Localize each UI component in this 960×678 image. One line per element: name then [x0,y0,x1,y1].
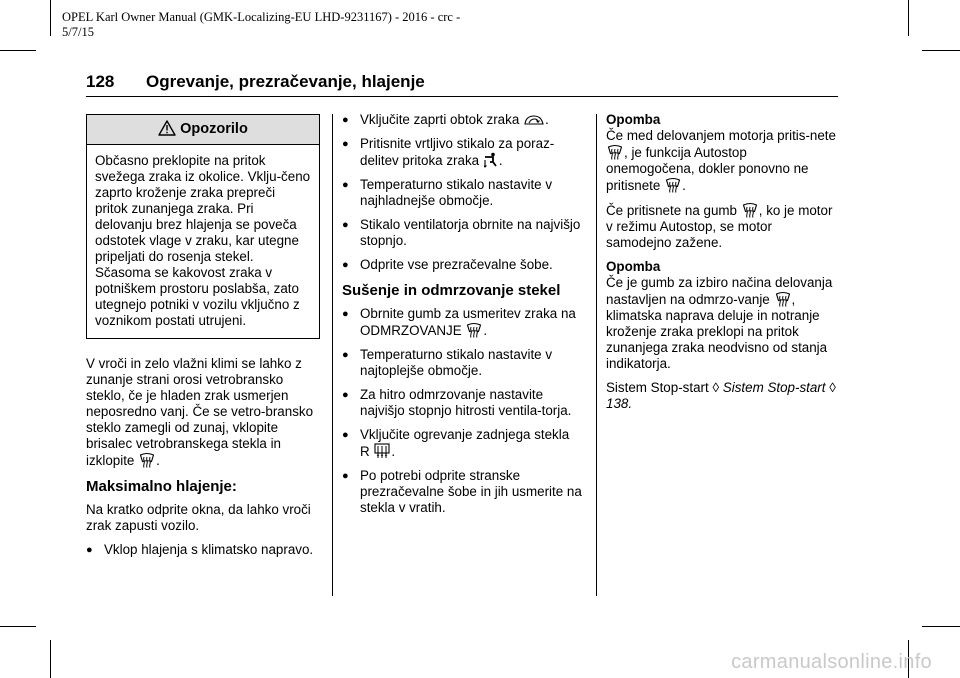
crop-mark [0,50,36,51]
note-text [606,275,838,372]
list-item [342,387,582,419]
crop-mark [50,640,51,678]
crop-mark [0,626,36,627]
column-2 [342,112,582,524]
column-3 [606,112,838,420]
print-header-line1: OPEL Karl Owner Manual (GMK-Localizing-EU LHD-9231167) - 2016 - crc - [62,10,461,24]
paragraph-end: . [156,453,160,468]
list-item-text: Po potrebi odprite stranske prezračevalne šobe in jih usmerite na stekla v vratih. [360,468,582,515]
bullet: ● [342,259,349,271]
list-item [342,306,582,339]
cross-reference-text: Sistem Stop-start [606,380,709,395]
column-1 [86,114,322,566]
crop-mark [50,0,51,36]
list-item-end: . [391,444,396,459]
paragraph-text: , ko je motor v režimu Autostop, se motor samodejno zažene. [606,203,833,250]
bullet: ● [342,308,349,320]
bullet: ● [342,179,349,191]
cross-reference [606,380,838,412]
list-item [342,257,582,273]
list-item-text: Odprite vse prezračevalne šobe. [360,257,553,272]
page-title: Ogrevanje, prezračevanje, hlajenje [146,72,425,91]
reference-arrow-icon: ◊ [829,380,836,395]
watermark: carmanualsonline.info [731,651,932,673]
column-divider [596,114,597,596]
list-item-end: . [545,112,549,127]
print-header [62,10,582,40]
note-text-part: . [682,178,686,193]
note-title: Opomba [606,259,661,274]
note-text-part: , klimatska naprava deluje in notranje kroženje zraka preklopi na pritok zunanjega zraka neodvisno od stanja indikatorja. [606,292,828,371]
list-item-end: . [483,323,488,338]
bullet: ● [342,389,349,401]
warning-title: Opozorilo [180,121,248,137]
list-item [342,347,582,379]
list-item-text: Temperaturno stikalo nastavite v najhladnejše območje. [360,177,553,208]
list-item-text: Vključite ogrevanje zadnjega stekla R [360,427,570,459]
paragraph-text: V vroči in zelo vlažni klimi se lahko z zunanje strani orosi vetrobransko steklo, če je hladen zrak usmerjen neposredno vanj. Če se vetro-bransko steklo zamegli od zunaj, vklopite brisalec vetrobranskega stekla in izklopite [86,356,314,468]
bullet: ● [342,138,349,150]
crop-mark [908,0,909,36]
list-item-text: Vključite zaprti obtok zraka [360,112,520,127]
list-item [86,542,322,558]
list-item-text: Vklop hlajenja s klimatsko napravo. [104,542,314,557]
windscreen-defrost-icon [665,177,681,193]
note-title: Opomba [606,112,661,127]
list-item-end: . [498,153,503,168]
cross-reference-page[interactable]: 138 [606,396,629,411]
list-item-text: Temperaturno stikalo nastavite v najtoplejše območje. [360,347,553,378]
page-title-row [86,72,838,92]
bullet: ● [342,114,349,126]
warning-text: Občasno preklopite na pritok svežega zraka iz okolice. Vklju-čeno zaprto kroženje zraka prepreči pritok zunanjega zraka. Pri delovanju brez hlajenja se poveča odstotek vlage v zraku, kar utegne pripeljati do rosenja stekel. Sčasoma se kakovost zraka v potniškem prostoru poslabša, zato utegnejo potniki v vozilu vključno z voznikom postati utrujeni. [95,153,311,328]
list-item-text: Pritisnite vrtljivo stikalo za poraz-delitev pritoka zraka [360,136,555,168]
paragraph: Na kratko odprite okna, da lahko vroči zrak zapusti vozilo. [86,502,311,533]
section-heading: Sušenje in odmrzovanje stekel [342,282,561,299]
bullet: ● [86,544,93,556]
cross-reference-link[interactable]: Sistem Stop-start [722,380,826,395]
bullet: ● [342,349,349,361]
list-item [342,112,582,128]
list-item [342,217,582,249]
paragraph [86,356,322,469]
paragraph-text: Če pritisnete na gumb [606,203,738,218]
page-number: 128 [86,72,115,91]
air-distribution-floor-icon [484,152,498,168]
crop-mark [922,50,960,51]
paragraph [606,202,838,251]
warning-box [86,114,320,339]
bullet: ● [342,429,349,441]
reference-arrow-icon: ◊ [712,380,720,395]
rear-window-heating-icon [374,443,390,459]
list-item [342,468,582,516]
list-item-text: Za hitro odmrzovanje nastavite najvišjo stopnjo hitrosti ventila-torja. [360,387,572,418]
warning-triangle-icon [158,120,176,136]
list-item [342,136,582,169]
list-item [342,177,582,209]
note-text-part: Če med delovanjem motorja pritis-nete [606,128,836,143]
column-divider [332,114,333,596]
list-item [342,427,582,460]
bullet: ● [342,219,349,231]
bullet: ● [342,470,349,482]
windscreen-defrost-icon [139,452,155,468]
title-rule [86,96,838,97]
air-recirculation-icon [524,113,544,127]
windscreen-defrost-icon [607,144,623,160]
warning-header [87,115,319,145]
windscreen-defrost-icon [742,202,758,218]
note-text-part: , je funkcija Autostop onemogočena, dokler ponovno ne pritisnete [606,145,809,193]
print-header-line2: 5/7/15 [62,25,94,39]
windscreen-defrost-icon [466,322,482,338]
list-item-text: Stikalo ventilatorja obrnite na najvišjo stopnjo. [360,217,581,248]
note-text-part: Če je gumb za izbiro načina delovanja nastavljen na odmrzo-vanje [606,275,833,307]
note-text [606,128,838,194]
windscreen-defrost-icon [775,291,791,307]
list-item-text: Obrnite gumb za usmeritev zraka na ODMRZOVANJE [360,306,576,338]
section-heading: Maksimalno hlajenje: [86,478,237,495]
cross-reference-end: . [628,396,633,411]
crop-mark [922,626,960,627]
